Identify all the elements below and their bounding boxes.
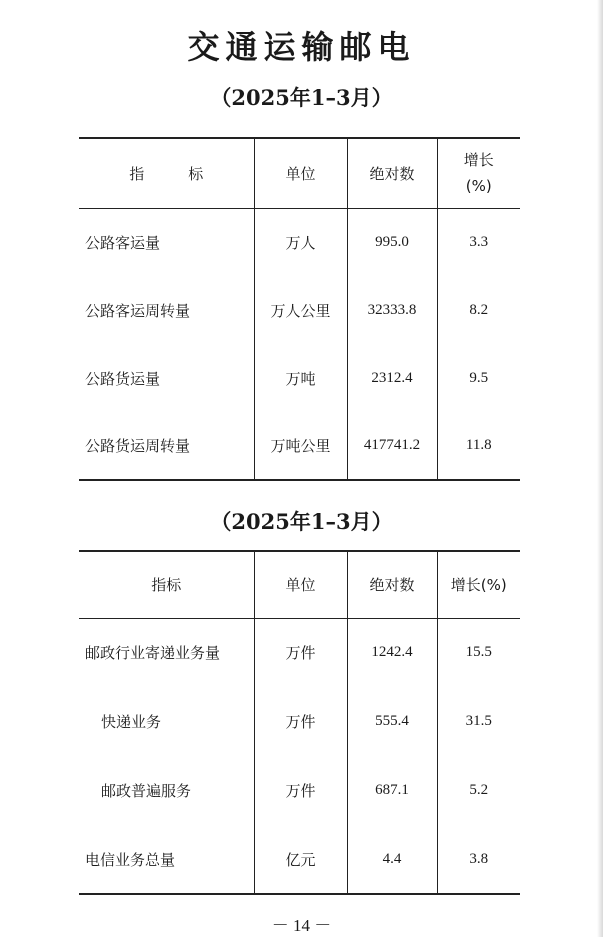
row-indicator: 邮政普遍服务 (101, 782, 192, 800)
row-growth: 9.5 (437, 344, 520, 412)
row-indicator: 公路客运周转量 (85, 301, 191, 320)
table-row (79, 756, 520, 825)
section2-period: （2025年1–3月） (210, 509, 393, 534)
page-title: 交通运输邮电 (187, 28, 416, 66)
table-header-row (79, 138, 520, 208)
row-growth: 3.3 (437, 208, 520, 276)
table-row (79, 618, 520, 687)
row-growth: 8.2 (437, 276, 520, 344)
header-indicator-a: 指 (129, 164, 145, 183)
table-row (79, 208, 520, 276)
postal-telecom-table (79, 550, 520, 895)
header-indicator-b: 标 (188, 164, 204, 183)
page-number: － 14 － (271, 916, 332, 935)
header-absolute: 绝对数 (347, 551, 437, 618)
row-unit: 万件 (254, 756, 347, 825)
header-absolute: 绝对数 (347, 138, 437, 208)
row-growth: 3.8 (437, 825, 520, 894)
row-unit: 万件 (254, 687, 347, 756)
row-unit: 万件 (254, 618, 347, 687)
row-growth: 31.5 (437, 687, 520, 756)
row-value: 4.4 (347, 825, 437, 894)
table-row (79, 412, 520, 480)
table-row (79, 344, 520, 412)
row-indicator: 公路客运量 (85, 233, 161, 252)
row-value: 417741.2 (347, 412, 437, 480)
section1-period: （2025年1–3月） (210, 85, 393, 110)
row-growth: 15.5 (437, 618, 520, 687)
table-row (79, 687, 520, 756)
transport-table (79, 137, 520, 481)
row-unit: 万人 (254, 208, 347, 276)
row-indicator: 快递业务 (101, 713, 162, 731)
header-indicator: 指标 (79, 551, 254, 618)
row-growth: 11.8 (437, 412, 520, 480)
table-header-row (79, 551, 520, 618)
page-edge-shadow (597, 0, 603, 937)
header-growth-line2: (%) (465, 177, 492, 196)
row-indicator: 电信业务总量 (85, 850, 176, 869)
row-unit: 万吨公里 (254, 412, 347, 480)
table-row (79, 825, 520, 894)
row-value: 1242.4 (347, 618, 437, 687)
table-row (79, 276, 520, 344)
row-value: 555.4 (347, 687, 437, 756)
row-growth: 5.2 (437, 756, 520, 825)
row-indicator: 公路货运量 (85, 369, 161, 388)
header-unit: 单位 (254, 138, 347, 208)
row-unit: 亿元 (254, 825, 347, 894)
row-indicator: 邮政行业寄递业务量 (85, 644, 221, 663)
header-growth-line1: 增长 (463, 151, 494, 170)
row-value: 32333.8 (347, 276, 437, 344)
row-value: 995.0 (347, 208, 437, 276)
row-indicator: 公路货运周转量 (85, 437, 191, 455)
header-growth: 增长(%) (437, 551, 520, 618)
row-value: 687.1 (347, 756, 437, 825)
row-unit: 万人公里 (254, 276, 347, 344)
row-unit: 万吨 (254, 344, 347, 412)
header-indicator (79, 138, 254, 208)
row-value: 2312.4 (347, 344, 437, 412)
header-growth (437, 138, 520, 208)
header-unit: 单位 (254, 551, 347, 618)
